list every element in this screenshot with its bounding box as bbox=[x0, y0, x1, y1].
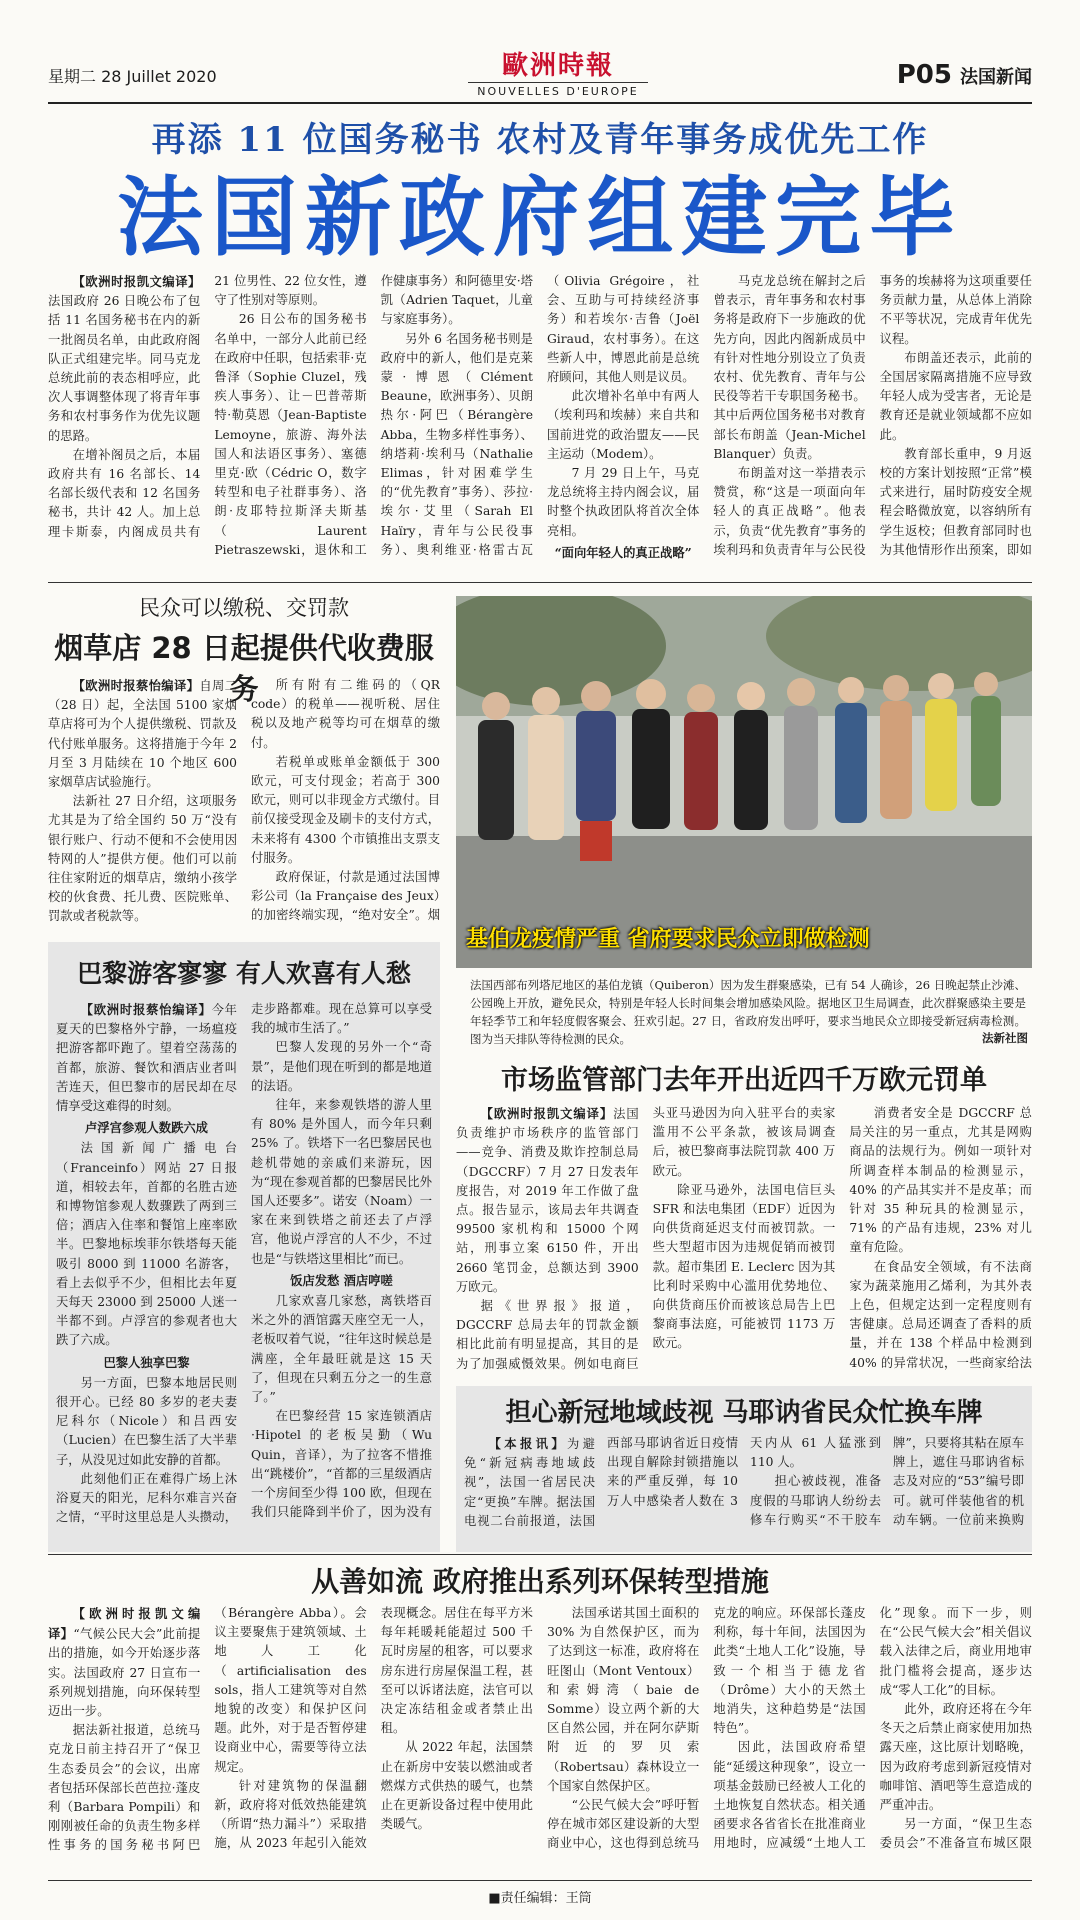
cars-article-body bbox=[464, 1434, 1024, 1546]
masthead bbox=[48, 52, 1032, 102]
cars-headline: 担心新冠地域歧视 马耶讷省民众忙换车牌 bbox=[505, 1398, 983, 1428]
logo-chinese: 歐洲時報 bbox=[501, 51, 614, 81]
issue-date: 星期二 28 Juillet 2020 bbox=[48, 67, 217, 86]
lead-paragraph: 26 日公布的国务秘书名单中，一部分人此前已经在政府中任职，包括索菲·克鲁泽（Sophie Cluzel，残疾人事务）、让－巴普蒂斯特·勒莫恩（Jean-Baptiste Lemoyne，旅游、海外法国人和法语区事务）、塞德里克·欧（Cédric O，数字转型和电子社群事务）、洛朗·皮耶特拉斯泽夫斯基（Laurent Pietraszewski，退休和工作健康事务）和阿德里安·塔凯（Adrien Taquet，儿童与家庭事务）。 bbox=[214, 274, 533, 557]
paris-paragraph: 几家欢喜几家愁，离铁塔百米之外的酒馆露天座空无一人，老板叹着气说，“往年这时候总是满座，全年最旺就是这 15 天了，但现在只剩五分之一的生意了。” bbox=[251, 1294, 432, 1405]
cars-paragraph: 担心被歧视，准备度假的马耶讷人纷纷去修车行购买“不干胶车牌”，只要将其粘在原车牌上，遮住马耶讷省标志及对应的“53”编号即可。就可伴装他省的机动车辆。一位前来换购 bbox=[750, 1436, 1024, 1527]
paris-paragraph: 往年，来参观铁塔的游人里有 80% 是外国人，而今年只剩 25% 了。铁塔下一名巴黎居民也趁机带她的亲戚们来游玩，因为“现在参观首都的巴黎居民比外国人还要多”。诺安（Noam）一家在来到铁塔之前还去了卢浮宫，他说卢浮宫的人不少，不过也是“与铁塔这里相比”而已。 bbox=[251, 1098, 432, 1266]
fines-article-body bbox=[456, 1104, 1032, 1384]
lead-headline: 法国新政府组建完毕 bbox=[117, 168, 963, 268]
paris-paragraph: 在巴黎经营 15 家连锁酒店·Hipotel 的老板吴勤（Wu Quin，音译），为了拉客不惜推出“跳楼价”，“首都的三星级酒店一个房间至少得 100 欧，但现在我们只能降到半价了，因为没有 bbox=[251, 1409, 432, 1520]
page-footer-editor: ■责任编辑：王筒 bbox=[48, 1880, 1032, 1906]
lead-paragraph: 教育部长重申，9 月返校的方案计划按照“正常”模式来进行，届时防疫安全规程会略微放宽，以容纳所有学生返校；但教育部同时也为其他情形作出预案，即如 bbox=[879, 446, 1032, 557]
lead-paragraph: 另外 6 名国务秘书则是政府中的新人，他们是克莱蒙·博恩（Clément Beaune，欧洲事务）、贝朗热尔·阿巴（Bérangère Abba，生物多样性事务）、纳塔莉·埃利马（Nathalie Elimas，针对困难学生的“优先教育”事务）、莎拉·埃尔·艾里（Sarah El Haïry，青年与公民役事务）、奥利维亚·格雷古瓦（Olivia Grégoire，社会、互助与可持续经济事务）和若埃尔·吉鲁（Joël Giraud，农村事务）。在这些新人中，博恩此前是总统府顾问，其他人则是议员。 bbox=[380, 274, 700, 557]
fines-paragraph: 消费者安全是 DGCCRF 总局关注的另一重点，尤其是网购商品的法规行为。例如一项针对所调查样本制品的检测显示，40% 的产品其实并不是皮革；而针对 35 种玩具的检测显示，71% 的产品有违规，23% 对儿童有危险。 bbox=[849, 1106, 1032, 1255]
paris-article-body bbox=[56, 1000, 432, 1546]
paris-subheading: 卢浮宫参观人数跌六成 bbox=[85, 1120, 208, 1136]
paris-subheading: 饭店发愁 酒店哼嗟 bbox=[290, 1272, 393, 1288]
lead-paragraph: 7 月 29 日上午，马克龙总统将主持内阁会议，届时整个执政团队将首次全体亮相。 bbox=[546, 466, 700, 538]
lead-paragraph: 此次增补名单中有两人（埃利玛和埃赫）来自共和国前进党的政治盟友——民主运动（Modem）。 bbox=[546, 389, 700, 461]
tobacco-paragraph: 所有附有二维码的（QR code）的税单——视听税、居住税以及地产税等均可在烟草的缴付。 bbox=[251, 678, 440, 750]
eco-byline: 【欧洲时报凯文编译】 bbox=[48, 1606, 201, 1642]
lead-paragraph: 布朗盖对这一举措表示赞赏，称“这是一项面向年轻人的真正战略”。他表示，负责“优先教育”事务的埃利玛和负责青年与公民役事务的埃赫将为这项重要任务贡献力量，从总体上消除不平等状况，完成青年优先议程。 bbox=[713, 274, 1032, 557]
lead-paragraph: 【欧洲时报凯文编译】法国政府 26 日晚公布了包括 11 名国务秘书在内的新一批阁员名单，由此政府阁队正式组建完毕。同马克龙总统此前的表态相呼应，此次人事调整体现了将青年事务和农村事务作为优先议题的思路。 bbox=[48, 274, 201, 443]
paris-headline: 巴黎游客寥寥 有人欢喜有人愁 bbox=[77, 959, 411, 988]
eco-headline: 从善如流 政府推出系列环保转型措施 bbox=[311, 1565, 769, 1598]
eco-paragraph: 法国承诺其国土面积的 30% 为自然保护区，而为了达到这一标准，政府将在旺图山（Mont Ventoux）和索姆湾（baie de Somme）设立两个新的大区自然公园，并在阿尔萨斯附近的罗贝索（Robertsau）森林设立一个国家自然保护区。 bbox=[546, 1606, 700, 1793]
lead-paragraph: 布朗盖还表示，此前的全国居家隔离措施不应导致年轻人成为受害者，无论是教育还是就业领域都不应如此。 bbox=[879, 350, 1032, 442]
tobacco-subtitle: 民众可以缴税、交罚款 bbox=[139, 596, 349, 620]
paris-paragraph: 另一方面，巴黎本地居民则很开心。已经 80 多岁的老夫妻尼科尔（Nicole）和吕西安（Lucien）在巴黎生活了大半辈子，从没见过如此安静的首都。 bbox=[56, 1375, 237, 1467]
tobacco-article-body bbox=[48, 676, 440, 940]
section-divider bbox=[48, 582, 1032, 583]
photo-caption: 基伯龙疫情严重 省府要求民众立即做检测 bbox=[466, 927, 870, 952]
eco-paragraph: 针对建筑物的保温翻新，政府将对低效热能建筑（所谓“热力漏斗”）采取措施，从 2023 年起引入能效表现概念。居住在每平方米每年耗暖耗能超过 500 千瓦时房屋的租客，可以要求房东进行房屋保温工程，甚至可以诉诸法庭，法官可以决定冻结租金或者禁止出租。 bbox=[214, 1606, 533, 1851]
fines-headline: 市场监管部门去年开出近四千万欧元罚单 bbox=[501, 1065, 987, 1096]
paris-byline: 【欧洲时报蔡怡编译】 bbox=[80, 1002, 212, 1017]
photo-description: 法国西部布列塔尼地区的基伯龙镇（Quiberon）因为发生群聚感染，已有 54 人确诊，26 日晚起禁止沙滩、公园晚上开放，避免民众，特别是年轻人长时间集会增加感染风险。据地区卫生局调查，此次群聚感染主要是年轻季节工和年轻度假客聚会、狂欢引起。27 日，省政府发出呼吁，要求当地民众立即接受新冠病毒检测。图为当天排队等待检测的民众。 bbox=[470, 978, 1026, 1046]
cars-paragraph: 【本报讯】为避免“新冠病毒地域歧视”，法国一省居民决定“更换”车牌。据法国电视二台前报道，法国西部马耶讷省近日疫情出现自解除封锁措施以来的严重反弹，每 10 万人中感染者人数在 3 天内从 61 人猛涨到 110 人。 bbox=[464, 1436, 881, 1528]
lead-subheading: “面向年轻人的真正战略” bbox=[554, 544, 692, 560]
paris-paragraph: 巴黎人发现的另外一个“奇景”，是他们现在听到的都是地道的法语。 bbox=[251, 1040, 432, 1093]
newspaper-logo bbox=[468, 52, 648, 98]
lead-subtitle: 再添 11 位国务秘书 农村及青年事务成优先工作 bbox=[151, 120, 929, 160]
page-label bbox=[897, 60, 1032, 90]
eco-paragraph: 另一方面，“保卫生态委员会”不准备宣布城区限 bbox=[879, 1817, 1032, 1851]
masthead-rule bbox=[48, 102, 1032, 104]
fines-paragraph: 除亚马逊外，法国电信巨头 SFR 和法电集团（EDF）近因为向供货商延迟支付而被罚款。一些大型超市因为违规促销而被罚款。超市集团 E. Leclerc 因为其比利时采购中心滥用优势地位、向供货商压价而被该总局告上巴黎商事法庭，可能被罚 1173 万欧元。 bbox=[652, 1182, 836, 1351]
tobacco-headline: 烟草店 28 日起提供代收费服务 bbox=[54, 631, 434, 706]
fines-paragraph: 在食品安全领域，有不法商家为蔬菜施用乙烯利，为其外表上色，但规定达到一定程度则有害健康。总局还调查了香料的质量，并在 138 个样品中检测到 40% 的异常状况，一些商家给法 bbox=[849, 1259, 1032, 1370]
eco-paragraph: 此外，政府还将在今年冬天之后禁止商家使用加热露天座，这比原计划略晚，因为政府考虑到新冠疫情对咖啡馆、酒吧等生意造成的严重冲击。 bbox=[879, 1702, 1032, 1813]
page-number: P05 bbox=[896, 60, 952, 90]
fines-paragraph: 据《世界报》报道，DGCCRF 总局去年的罚款金额相比此前有明显提高，其目的是为了加强威慑效果。例如电商巨头亚马逊因为向入驻平台的卖家滥用不公平条款，被该局调查后，被巴黎商事法院罚款 400 万欧元。 bbox=[456, 1106, 836, 1371]
lead-byline: 【欧洲时报凯文编译】 bbox=[72, 274, 201, 289]
lead-article-body bbox=[48, 272, 1032, 574]
cars-byline: 【本报讯】 bbox=[488, 1436, 567, 1451]
fines-byline: 【欧洲时报凯文编译】 bbox=[480, 1106, 614, 1121]
lead-paragraph: 马克龙总统在解封之后曾表示，青年事务和农村事务将是政府下一步施政的优先方向，因此内阁新成员中有针对性地分别设立了负责农村、优先教育、青年与公民役等若干专职国务秘书。其中后两位国务秘书对教育部长布朗盖（Jean-Michel Blanquer）负责。 bbox=[713, 274, 866, 461]
section-name: 法国新闻 bbox=[960, 67, 1032, 88]
eco-article-body bbox=[48, 1604, 1032, 1872]
paris-paragraph: 法国新闻广播电台（Franceinfo）网站 27 日报道，相较去年，首都的名胜古迹和博物馆参观人数骤跌了两到三倍；酒店入住率和餐馆上座率欧半。巴黎地标埃菲尔铁塔每天能吸引 8000 到 11000 名游客，看上去似乎不少，但相比去年夏天每天 23000 到 25000 人迷一半都不到。卢浮宫的参观者也大跌了六成。 bbox=[56, 1141, 237, 1348]
paris-subheading: 巴黎人独享巴黎 bbox=[103, 1354, 190, 1370]
tobacco-paragraph: 政府保证，付款是通过法国博彩公司（la Française des Jeux）的加密终端实现，“绝对安全”。烟 bbox=[251, 870, 440, 923]
eco-paragraph: 从 2022 年起，法国禁止在新房中安装以燃油或者燃煤方式供热的暖气，也禁止在更新设备过程中使用此类暖气。 bbox=[380, 1740, 533, 1832]
eco-paragraph: 因此，法国政府希望能“延缓这种现象”，设立一项基金鼓励已经被人工化的土地恢复自然状态。相关通函要求各省省长在批准商业用地时，应减缓“土地人工化”现象。而下一步，则在“公民气候大会”相关倡议载入法律之后，商业用地审批门槛将会提高，逐步达成“零人工化”的目标。 bbox=[713, 1606, 1032, 1851]
tobacco-byline: 【欧洲时报蔡怡编译】 bbox=[72, 678, 200, 693]
queue-photo-illustration bbox=[456, 596, 1032, 968]
tobacco-paragraph: 若税单或账单金额低于 300 欧元，可支付现金；若高于 300 欧元，则可以非现金方式缴付。目前仅接受现金及刷卡的支付方式，未来将有 4300 个市镇推出支票支付服务。 bbox=[251, 754, 440, 865]
paris-paragraph: 【欧洲时报蔡怡编译】今年夏天的巴黎格外宁静，一场瘟疫把游客都吓跑了。望着空荡荡的首都，旅游、餐饮和酒店业者叫苦连天，但巴黎市的居民却在尽情享受这难得的时刻。 bbox=[56, 1002, 237, 1114]
eco-paragraph: 【欧洲时报凯文编译】“气候公民大会”此前提出的措施，如今开始逐步落实。法国政府 27 日宣布一系列规划措施，向环保转型迈出一步。 bbox=[48, 1606, 201, 1719]
lead-paragraph: 在增补阁员之后，本届政府共有 16 名部长、14 名部长级代表和 12 名国务秘书，共计 42 人。加上总理卡斯泰，内阁成员共有 21 位男性、22 位女性，遵守了性别对等原则。 bbox=[48, 274, 367, 539]
tobacco-paragraph: 法新社 27 日介绍，这项服务尤其是为了给全国约 50 万“没有银行账户、行动不便和不会使用因特网的人”提供方便。他们可以前往住家附近的烟草店，缴纳小孩学校的伙食费、托儿费、医院账单、罚款或者税款等。 bbox=[48, 794, 237, 924]
eco-paragraph: “公民气候大会”呼吁暂停在城市郊区建设新的大型商业中心，这也得到总统马克龙的响应。环保部长蓬皮利称，每十年间，法国因为此类“土地人工化”设施，导致一个相当于德龙省（Drôme）大小的天然土地消失，这种趋势是“法国特色”。 bbox=[546, 1606, 866, 1851]
logo-french: NOUVELLES D'EUROPE bbox=[468, 82, 648, 98]
eco-paragraph: 据法新社报道，总统马克龙日前主持召开了“保卫生态委员会”的会议，出席者包括环保部长芭芭拉·蓬皮利（Barbara Pompili）和刚刚被任命的负责生物多样性事务的国务秘书阿巴（Bérangère Abba）。会议主要聚焦于建筑领域、土地人工化（artificialisation des sols，指人工建筑等对自然地貌的改变）和保护区问题。此外，对于是否暂停建设商业中心，需要等待立法规定。 bbox=[48, 1606, 367, 1853]
section-divider bbox=[48, 1554, 1032, 1555]
fines-paragraph: 【欧洲时报凯文编译】法国负责维护市场秩序的监管部门——竞争、消费及欺诈控制总局（DGCCRF）7 月 27 日发表年度报告，对 2019 年工作做了盘点。报告显示，该局去年共调查 99500 家机构和 15000 个网站，刑事立案 6150 件，开出 2660 笔罚金，总额达到 3900 万欧元。 bbox=[456, 1106, 639, 1294]
tobacco-paragraph: 【欧洲时报蔡怡编译】自周二（28 日）起，全法国 5100 家烟草店将可为个人提供缴税、罚款及代付账单服务。这将措施于今年 2 月至 3 月陆续在 10 个地区 600 家烟草店试验施行。 bbox=[48, 678, 237, 790]
news-photo bbox=[456, 596, 1032, 968]
photo-credit: 法新社图 bbox=[982, 1031, 1028, 1045]
paris-paragraph: 此刻他们正在难得广场上沐浴夏天的阳光，尼科尔难言兴奋之情，“平时这里总是人头攒动，走步路都难。现在总算可以享受我的城市生活了。” bbox=[56, 1002, 432, 1525]
